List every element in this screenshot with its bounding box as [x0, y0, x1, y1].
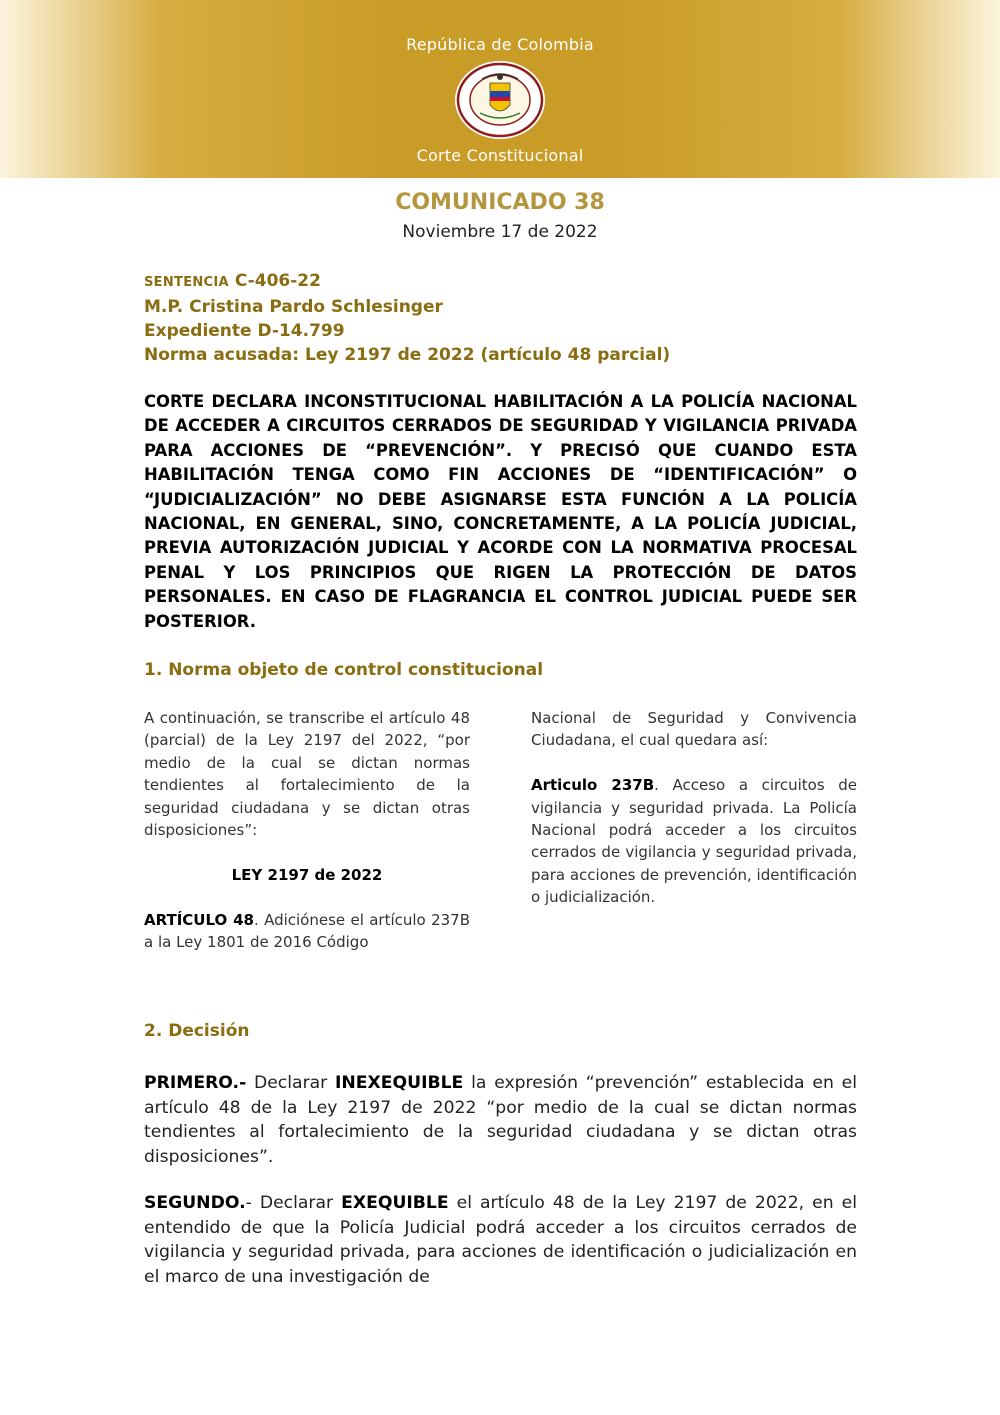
article-48-text-part1: . Adiciónese el artículo 237B a la Ley 1801 de 2016 Código: [144, 910, 470, 952]
article-48-label: ARTÍCULO 48: [144, 910, 254, 929]
court-name: Corte Constitucional: [416, 146, 584, 165]
exequible-label: EXEQUIBLE: [341, 1193, 449, 1213]
section-2-heading: 2. Decisión: [144, 1021, 250, 1041]
section-1-heading: 1. Norma objeto de control constitucional: [144, 660, 544, 680]
article-48-continuation: Nacional de Seguridad y Convivencia Ciudadana, el cual quedara así:: [531, 709, 857, 750]
article-237b-paragraph: [531, 774, 857, 908]
article-237b-text: . Acceso a circuitos de vigilancia y seguridad privada. La Policía Nacional podrá acceder a los circuitos cerrados de vigilancia y seguridad privada, para acciones de prevención, identificación o judicialización.: [531, 776, 858, 907]
segundo-text: el artículo 48 de la Ley 2197 de 2022, en el entendido de que la Policía Judicial podrá acceder a los circuitos cerrados de vigilancia y seguridad privada, para acciones de identificación o judicialización en el marco de una investigación de: [144, 1193, 857, 1287]
primero-label: PRIMERO.-: [144, 1073, 247, 1093]
segundo-label: SEGUNDO.: [144, 1193, 246, 1213]
communique-date: Noviembre 17 de 2022: [402, 222, 598, 242]
country-name: República de Colombia: [406, 35, 594, 54]
primero-text: la expresión “prevención” establecida en el artículo 48 de la Ley 2197 de 2022 “por medio de la cual se dictan normas tendientes al fortalecimiento de la seguridad ciudadana y se dictan otras disposiciones”.: [144, 1073, 857, 1167]
left-column: [144, 707, 470, 953]
sentencia-number: C-406-22: [234, 271, 321, 291]
law-title: LEY 2197 de 2022: [231, 865, 383, 884]
magistrate: M.P. Cristina Pardo Schlesinger: [144, 297, 443, 317]
case-metadata: [144, 269, 864, 367]
norma-acusada: Norma acusada: Ley 2197 de 2022 (artículo 48 parcial): [144, 345, 671, 365]
header-banner: [0, 0, 1000, 178]
expediente: Expediente D-14.799: [144, 321, 345, 341]
intro-paragraph: A continuación, se transcribe el artículo 48 (parcial) de la Ley 2197 del 2022, “por medio de la cual se dictan normas tendientes al fortalecimiento de la seguridad ciudadana y se dictan otras disposiciones”:: [144, 709, 470, 840]
communique-title: COMUNICADO 38: [395, 190, 605, 215]
article-48-paragraph: [144, 909, 470, 954]
court-seal-logo: [452, 59, 548, 141]
decision-segundo: SEGUNDO.- Declarar EXEQUIBLE el artículo 48 de la Ley 2197 de 2022, en el entendido de que la Policía Judicial podrá acceder a los circuitos cerrados de vigilancia y seguridad privada, para acciones de identificación o judicialización en el marco de una investigación de: [144, 1193, 857, 1287]
article-237b-label: Articulo 237B: [531, 776, 655, 795]
decision-primero: PRIMERO.- Declarar INEXEQUIBLE la expresión “prevención” establecida en el artículo 48 de la Ley 2197 de 2022 “por medio de la cual se dictan normas tendientes al fortalecimiento de la seguridad ciudadana y se dictan otras disposiciones”.: [144, 1073, 857, 1167]
right-column: [531, 707, 857, 909]
headline: CORTE DECLARA INCONSTITUCIONAL HABILITACIÓN A LA POLICÍA NACIONAL DE ACCEDER A CIRCUITOS CERRADOS DE SEGURIDAD Y VIGILANCIA PRIVADA PARA ACCIONES DE “PREVENCIÓN”. Y PRECISÓ QUE CUANDO ESTA HABILITACIÓN TENGA COMO FIN ACCIONES DE “IDENTIFICACIÓN” O “JUDICIALIZACIÓN” NO DEBE ASIGNARSE ESTA FUNCIÓN A LA POLICÍA NACIONAL, EN GENERAL, SINO, CONCRETAMENTE, A LA POLICÍA JUDICIAL, PREVIA AUTORIZACIÓN JUDICIAL Y ACORDE CON LA NORMATIVA PROCESAL PENAL Y LOS PRINCIPIOS QUE RIGEN LA PROTECCIÓN DE DATOS PERSONALES. EN CASO DE FLAGRANCIA EL CONTROL JUDICIAL PUEDE SER POSTERIOR.: [144, 392, 857, 631]
inexequible-label: INEXEQUIBLE: [335, 1073, 464, 1093]
sentencia-line: [144, 269, 864, 295]
sentencia-label: SENTENCIA: [144, 275, 229, 290]
